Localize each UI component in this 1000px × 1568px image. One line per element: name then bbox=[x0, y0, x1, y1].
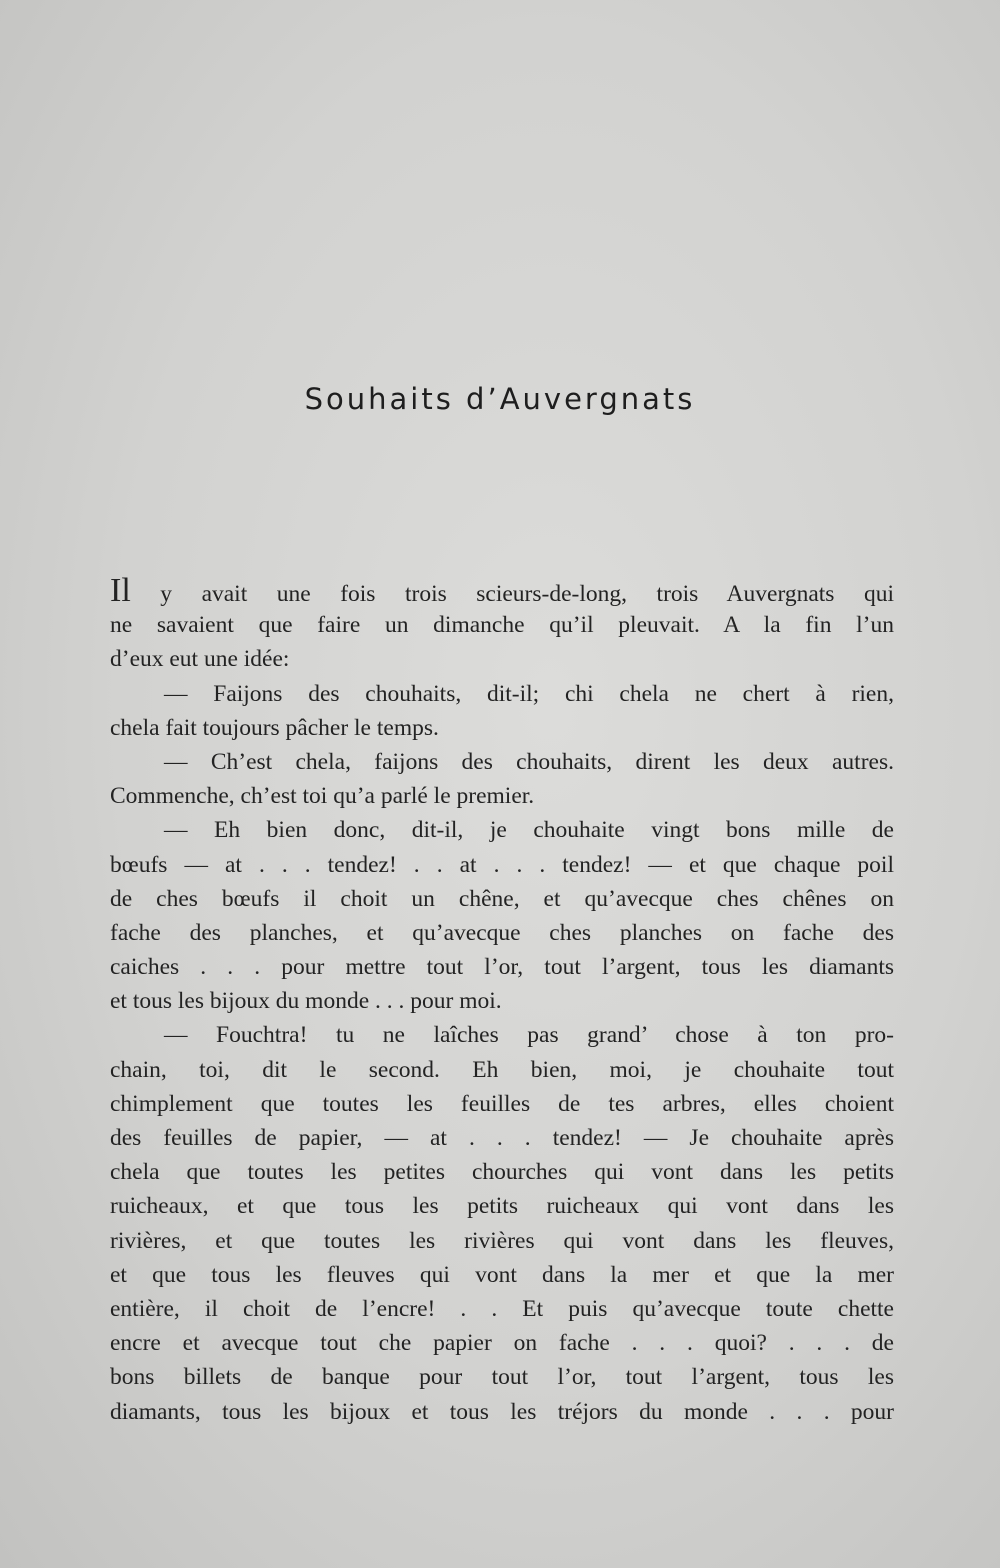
text-line-4: chela fait toujours pâcher le temps. bbox=[110, 714, 439, 741]
text-line-23: bons billets de banque pour tout l’or, tout l’argent, tous les bbox=[110, 1364, 894, 1391]
text-line-15: chimplement que toutes les feuilles de tes arbres, elles choient bbox=[110, 1090, 894, 1117]
text-line-10: fache des planches, et qu’avecque ches planches on fache des bbox=[110, 919, 894, 946]
text-line-17: chela que toutes les petites chourches qui vont dans les petits bbox=[110, 1159, 894, 1186]
text-line-20: et que tous les fleuves qui vont dans la mer et que la mer bbox=[110, 1261, 894, 1288]
text-line-14: chain, toi, dit le second. Eh bien, moi, je chouhaite tout bbox=[110, 1056, 894, 1083]
text-line-6: Commenche, ch’est toi qu’a parlé le premier. bbox=[110, 783, 535, 810]
text-line-13: — Fouchtra! tu ne laîches pas grand’ chose à ton pro- bbox=[164, 1022, 894, 1049]
text-line-19: rivières, et que toutes les rivières qui vont dans les fleuves, bbox=[110, 1227, 894, 1254]
text-line-24: diamants, tous les bijoux et tous les tréjors du monde . . . pour bbox=[110, 1398, 894, 1425]
drop-cap: Il bbox=[110, 572, 131, 609]
text-line-0-rest: y avait une fois trois scieurs-de-long, trois Auvergnats qui bbox=[130, 581, 894, 607]
text-line-7: — Eh bien donc, dit-il, je chouhaite vingt bons mille de bbox=[164, 817, 894, 844]
text-line-12: et tous les bijoux du monde . . . pour moi. bbox=[110, 988, 502, 1015]
text-line-8: bœufs — at . . . tendez! . . at . . . tendez! — et que chaque poil bbox=[110, 851, 894, 878]
text-line-0 bbox=[110, 574, 894, 608]
text-line-16: des feuilles de papier, — at . . . tendez! — Je chouhaite après bbox=[110, 1125, 894, 1151]
text-line-1: ne savaient que faire un dimanche qu’il pleuvait. A la fin l’un bbox=[110, 612, 894, 639]
text-line-9: de ches bœufs il choit un chêne, et qu’avecque ches chênes on bbox=[110, 885, 894, 912]
text-line-11: caiches . . . pour mettre tout l’or, tout l’argent, tous les diamants bbox=[110, 954, 894, 981]
text-line-3: — Faijons des chouhaits, dit-il; chi chela ne chert à rien, bbox=[164, 680, 894, 707]
chapter-title: Souhaits d’Auvergnats bbox=[304, 382, 696, 416]
text-line-5: — Ch’est chela, faijons des chouhaits, dirent les deux autres. bbox=[164, 748, 894, 775]
text-line-22: encre et avecque tout che papier on fache . . . quoi? . . . de bbox=[110, 1330, 894, 1357]
body-text bbox=[110, 574, 894, 1429]
text-line-2: d’eux eut une idée: bbox=[110, 646, 290, 673]
text-line-18: ruicheaux, et que tous les petits ruicheaux qui vont dans les bbox=[110, 1193, 894, 1220]
text-line-21: entière, il choit de l’encre! . . Et puis qu’avecque toute chette bbox=[110, 1295, 894, 1322]
